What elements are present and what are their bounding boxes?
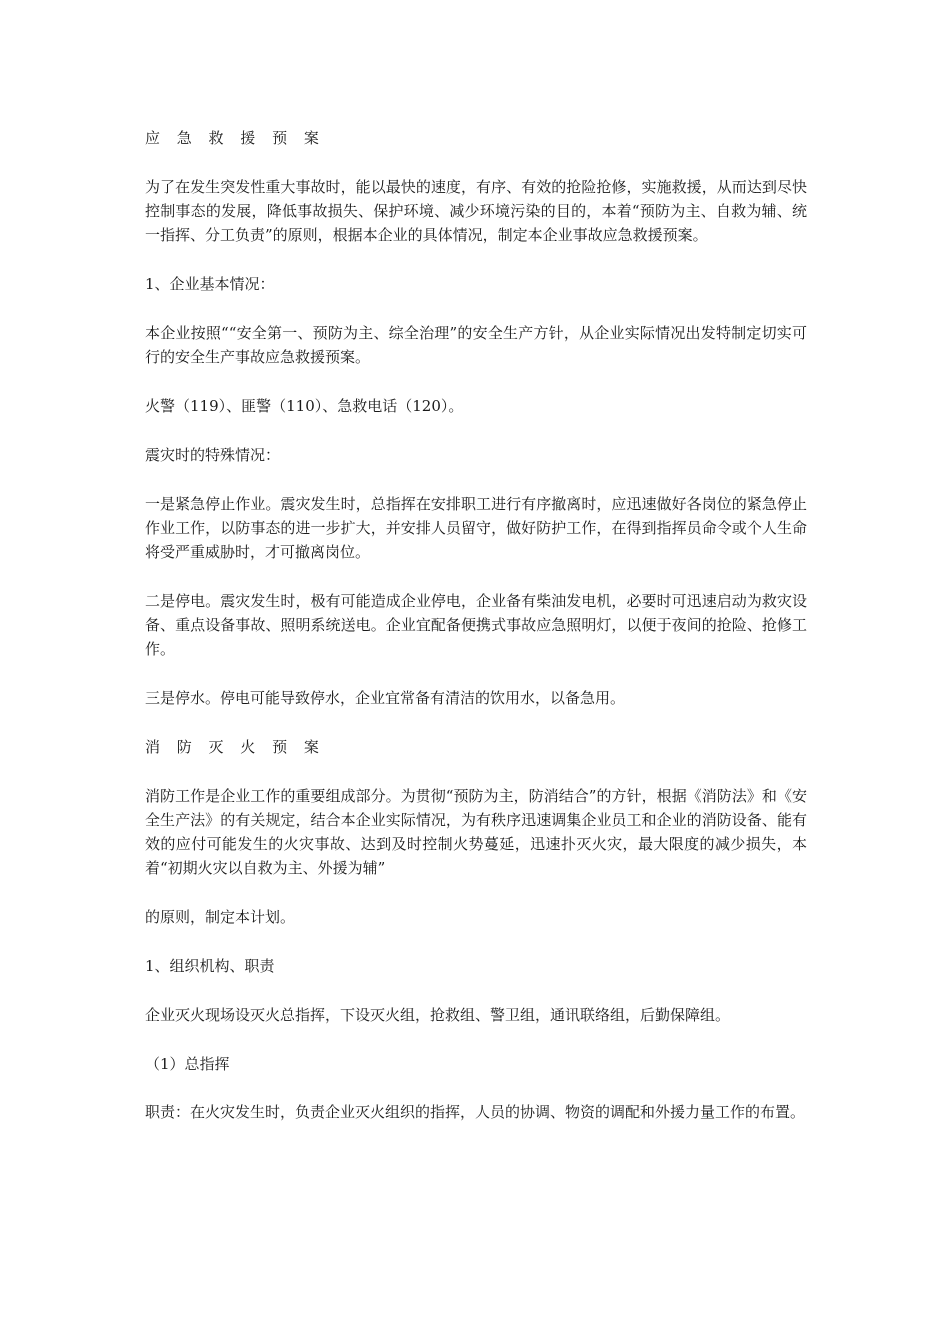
fire-plan-title: 消 防 灭 火 预 案 (145, 738, 325, 756)
organization-paragraph: 企业灭火现场设灭火总指挥，下设灭火组，抢救组、警卫组，通讯联络组，后勤保障组。 (145, 1006, 731, 1024)
earthquake-heading: 震灾时的特殊情况： (145, 446, 281, 464)
commander-duty-paragraph: 职责：在火灾发生时，负责企业灭火组织的指挥，人员的协调、物资的调配和外援力量工作的布置。 (145, 1103, 806, 1121)
document-body (145, 126, 807, 1149)
earthquake-water-outage-paragraph: 三是停水。停电可能导致停水，企业宜常备有清洁的饮用水，以备急用。 (145, 689, 626, 707)
earthquake-power-outage-paragraph: 二是停电。震灾发生时，极有可能造成企业停电，企业备有柴油发电机，必要时可迅速启动为救灾设备、重点设备事故、照明系统送电。企业宜配备便携式事故应急照明灯，以便于夜间的抢险、抢修工作。 (145, 592, 807, 658)
intro-paragraph: 为了在发生突发性重大事故时，能以最快的速度，有序、有效的抢险抢修，实施救援，从而达到尽快控制事态的发展，降低事故损失、保护环境、减少环境污染的目的，本着“预防为主、自救为辅、统一指挥、分工负责”的原则，根据本企业的具体情况，制定本企业事故应急救援预案。 (145, 178, 807, 244)
section-heading-company-info: 1、企业基本情况： (145, 275, 275, 293)
emergency-plan-title: 应 急 救 援 预 案 (145, 129, 325, 147)
organization-heading: 1、组织机构、职责 (145, 957, 275, 975)
commander-heading: （1）总指挥 (145, 1055, 230, 1073)
company-info-paragraph: 本企业按照““安全第一、预防为主、综全治理”的安全生产方针，从企业实际情况出发特制定切实可行的安全生产事故应急救援预案。 (145, 324, 807, 366)
emergency-numbers: 火警（119）、匪警（110）、急救电话（120）。 (145, 397, 464, 415)
fire-principle-paragraph: 的原则，制定本计划。 (145, 908, 296, 926)
fire-intro-paragraph: 消防工作是企业工作的重要组成部分。为贯彻“预防为主，防消结合”的方针，根据《消防法》和《安全生产法》的有关规定，结合本企业实际情况，为有秩序迅速调集企业员工和企业的消防设备、能有效的应付可能发生的火灾事故、达到及时控制火势蔓延，迅速扑灭火灾，最大限度的减少损失，本着“初期火灾以自救为主、外援为辅” (145, 787, 807, 877)
earthquake-stop-work-paragraph: 一是紧急停止作业。震灾发生时，总指挥在安排职工进行有序撤离时，应迅速做好各岗位的紧急停止作业工作，以防事态的进一步扩大，并安排人员留守，做好防护工作，在得到指挥员命令或个人生命将受严重威胁时，才可撤离岗位。 (145, 495, 807, 561)
